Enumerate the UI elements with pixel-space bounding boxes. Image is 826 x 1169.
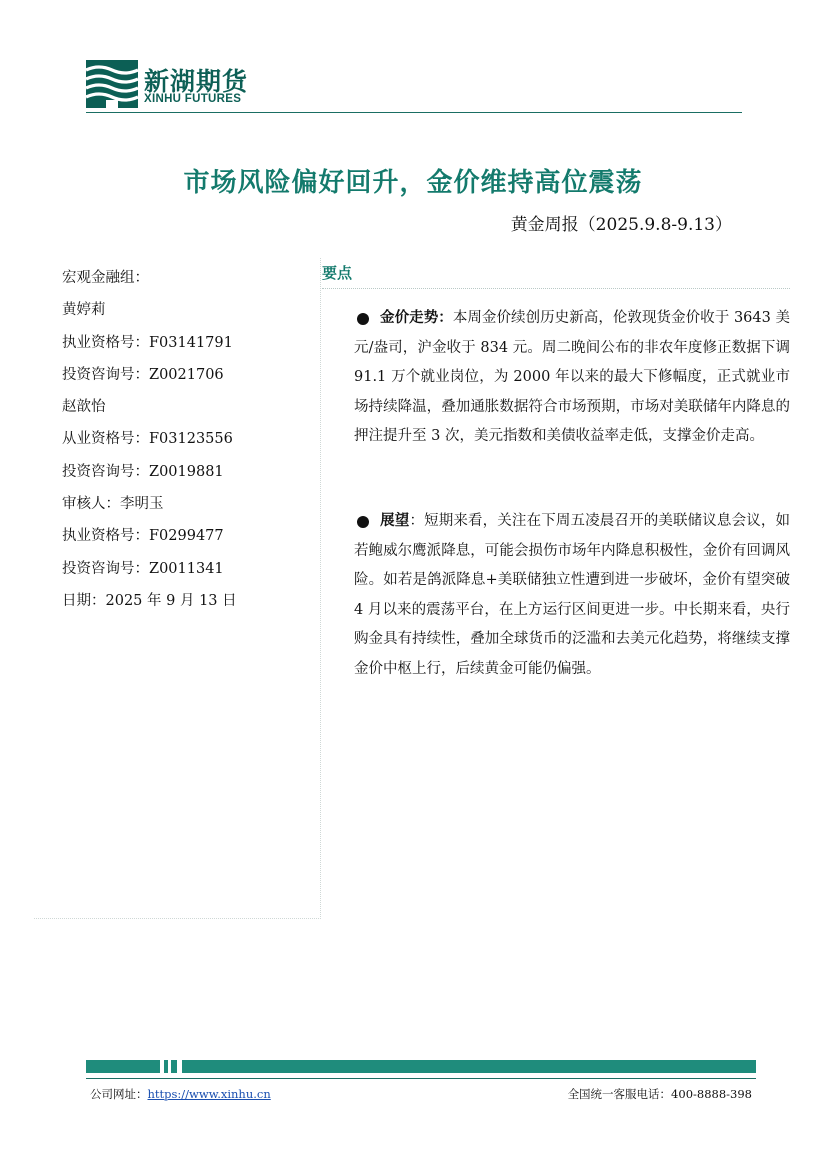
key-point-paragraph	[354, 507, 790, 684]
info-line: 日期：2025 年 9 月 13 日	[62, 592, 237, 609]
key-point-paragraph	[354, 304, 790, 452]
report-title: 市场风险偏好回升，金价维持高位震荡	[183, 168, 643, 198]
key-points-heading: 要点	[322, 264, 353, 282]
info-line: 审核人：李明玉	[62, 496, 164, 513]
footer-divider	[86, 1078, 756, 1079]
footer-website	[90, 1086, 271, 1102]
key-point-keyword: 金价走势：	[380, 310, 453, 326]
info-line: 赵歆怡	[62, 399, 106, 416]
info-line: 宏观金融组：	[62, 270, 149, 286]
info-line: 从业资格号：F03123556	[62, 431, 233, 448]
analyst-info	[62, 262, 312, 617]
key-point-text: 本周金价续创历史新高，伦敦现货金价收于 3643 美元/盎司，沪金收于 834 元。周二晚间公布的非农年度修正数据下调 91.1 万个就业岗位，为 2000 年以来的最大下修幅度，正式就业市场持续降温，叠加通胀数据符合市场预期，市场对美联储年内降息的押注提升至 3 次，美元指数和美债收益率走低，支撑金价走高。	[354, 310, 790, 444]
report-subtitle: 黄金周报（2025.9.8-9.13）	[510, 215, 732, 235]
logo-english-name: XINHU FUTURES	[144, 93, 242, 105]
website-link[interactable]: https://www.xinhu.cn	[147, 1087, 271, 1101]
header-divider	[86, 112, 742, 113]
key-points-divider	[322, 288, 790, 289]
info-line: 执业资格号：F03141791	[62, 334, 233, 351]
key-point-text: ：短期来看，关注在下周五凌晨召开的美联储议息会议，如若鲍威尔鹰派降息，可能会损伤市场年内降息积极性，金价有回调风险。如若是鸽派降息+美联储独立性遭到进一步破坏，金价有望突破 4 月以来的震荡平台，在上方运行区间更进一步。中长期来看，央行购金具有持续性，叠加全球货币的泛滥和去美元化趋势，将继续支撑金价中枢上行，后续黄金可能仍偏强。	[354, 513, 791, 677]
info-line: 投资咨询号：Z0019881	[62, 463, 224, 480]
footer-decorative-bar	[86, 1060, 756, 1073]
info-line: 投资咨询号：Z0011341	[62, 560, 224, 577]
xinhu-wave-logo-icon	[86, 60, 138, 108]
footer-hotline: 全国统一客服电话：400-8888-398	[567, 1087, 752, 1101]
info-line: 执业资格号：F0299477	[62, 528, 224, 545]
company-logo	[86, 60, 266, 108]
info-line: 黄婷莉	[62, 302, 106, 319]
info-line: 投资咨询号：Z0021706	[62, 366, 224, 383]
logo-chinese-name: 新湖期货	[144, 67, 249, 96]
key-point-keyword: 展望	[380, 513, 410, 529]
website-label: 公司网址：	[90, 1087, 148, 1101]
